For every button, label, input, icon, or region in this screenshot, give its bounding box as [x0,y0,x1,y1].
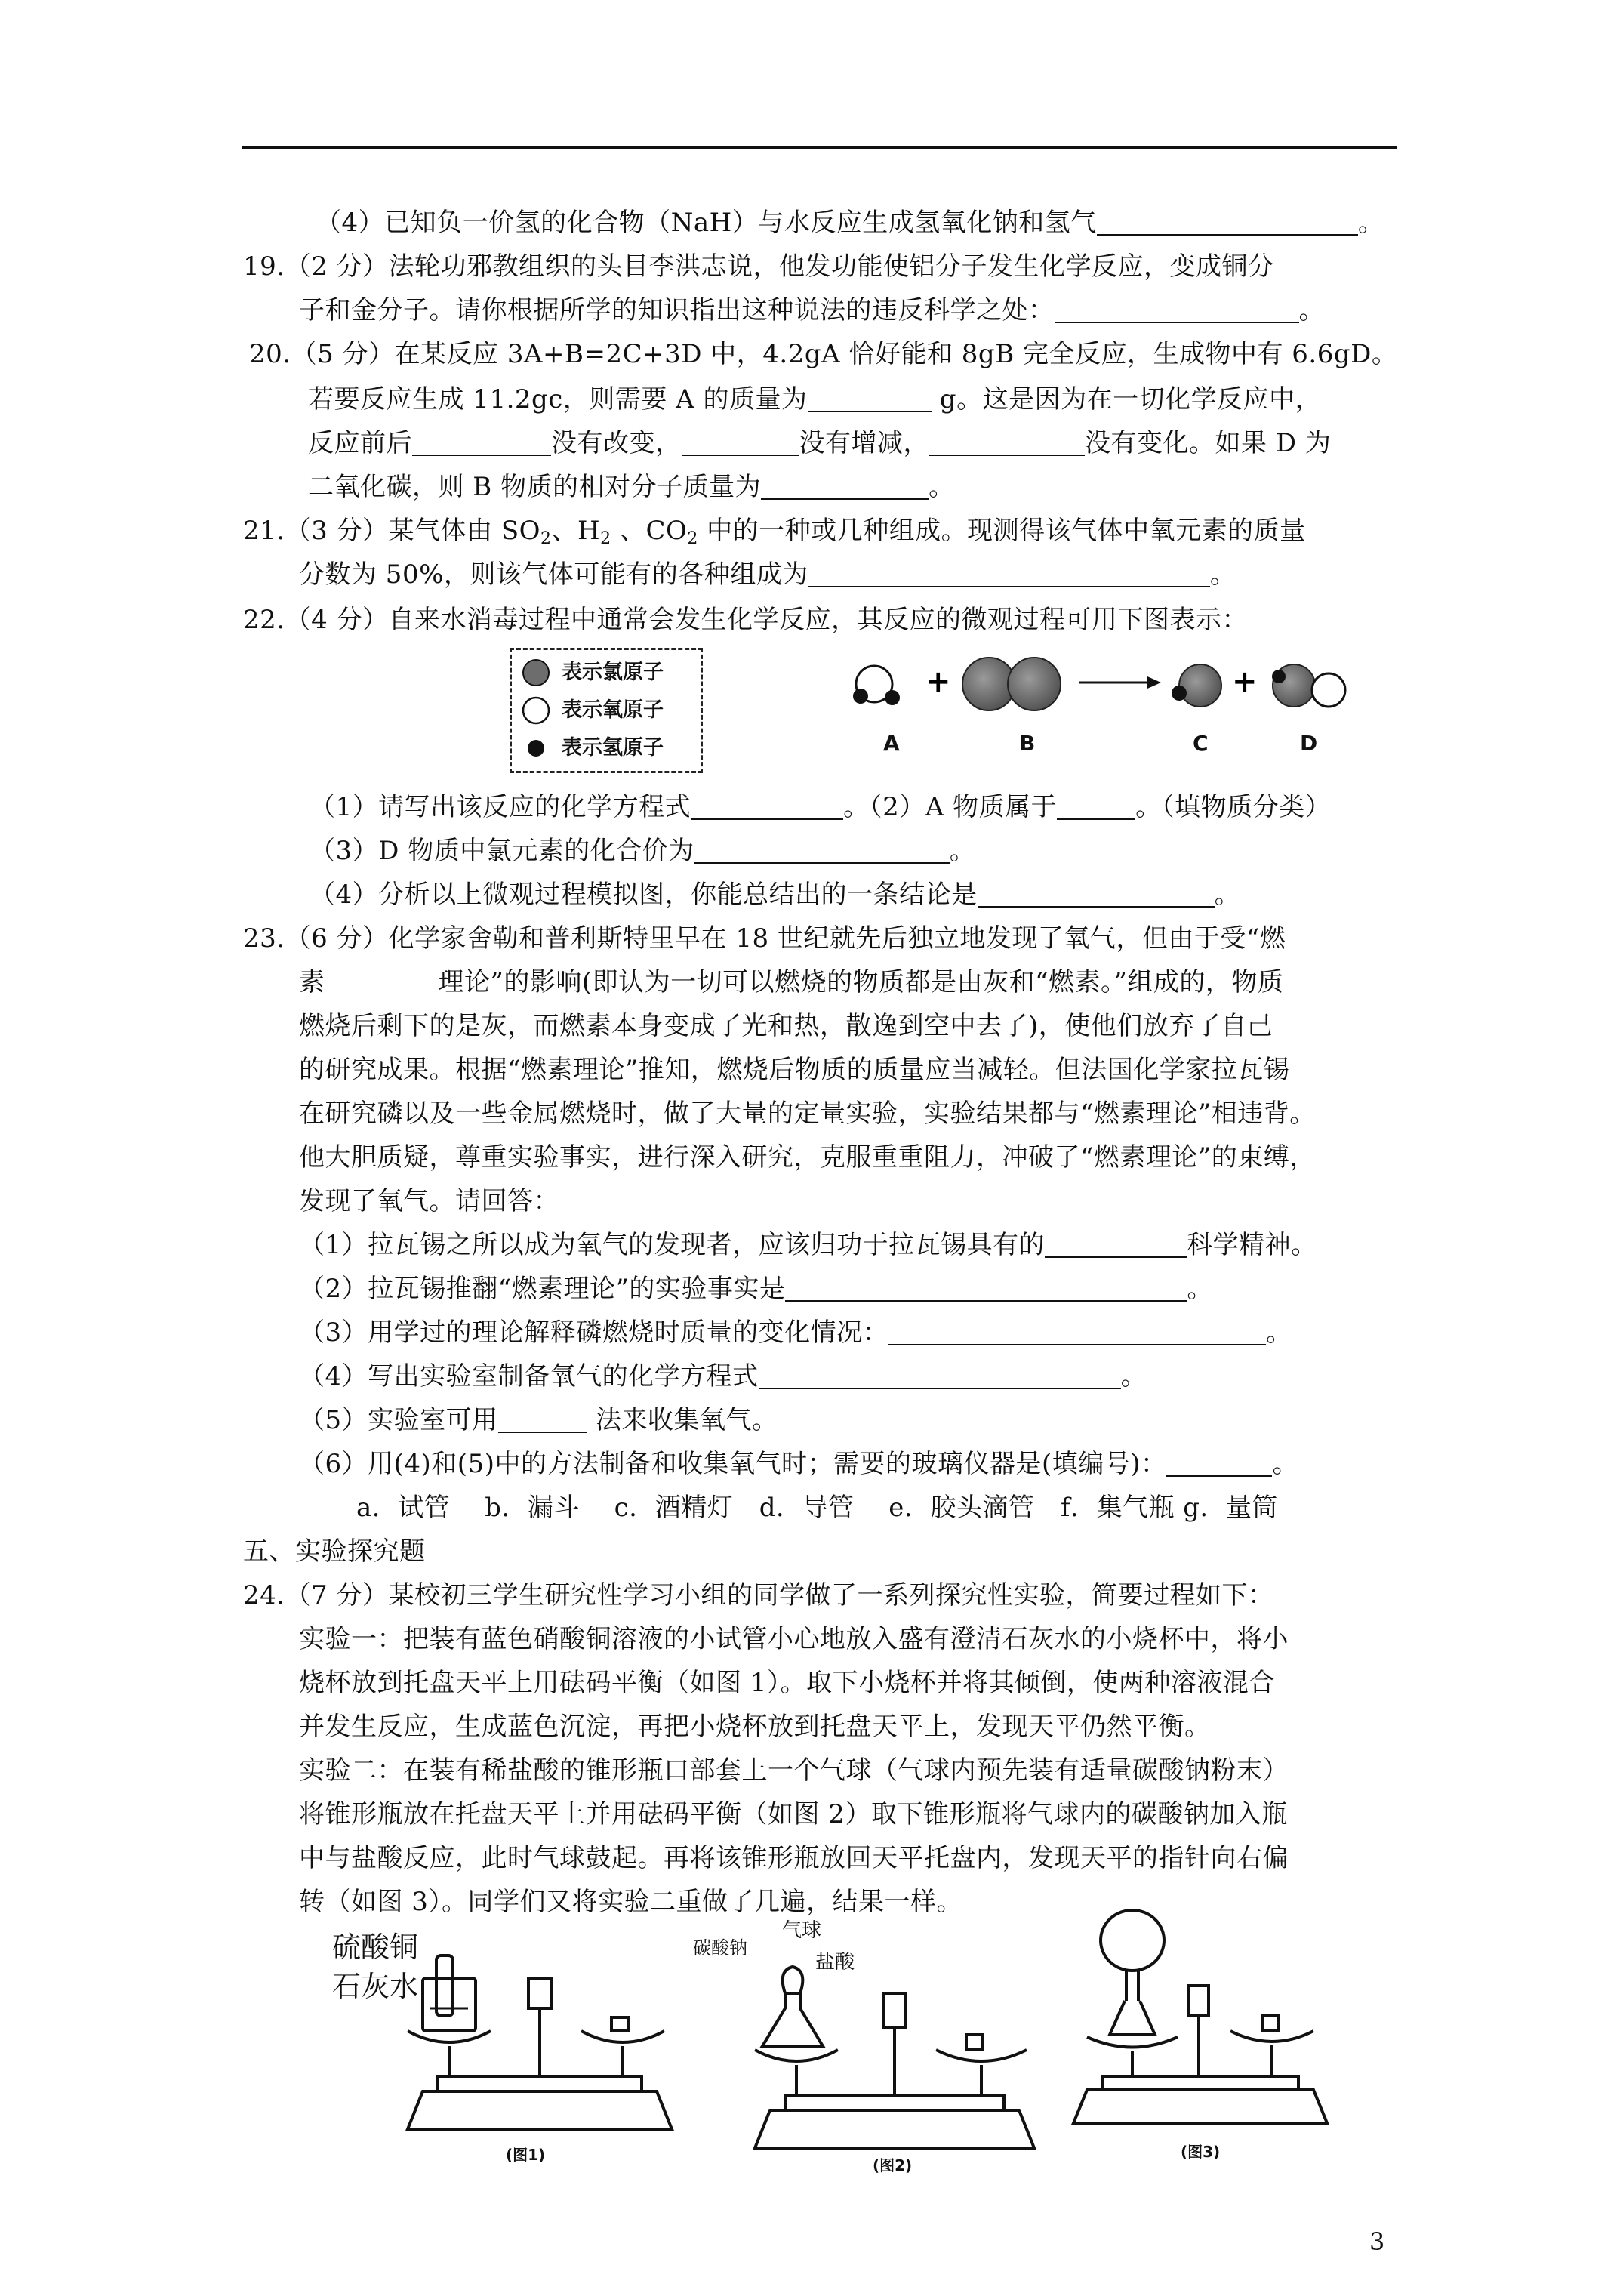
fig2-caption: (图2) [873,2156,913,2174]
q24-line2: 实验一：把装有蓝色硝酸铜溶液的小试管小心地放入盛有澄清石灰水的小烧杯中，将小 [299,1624,1289,1654]
plus-sign: + [925,664,951,699]
fig3-caption: (图3) [1181,2143,1221,2161]
figure-2-balance [740,1948,1057,2167]
section-title: 五、实验探究题 [243,1536,426,1567]
molecule-label-d: D [1300,731,1318,756]
legend-hydrogen: 表示氢原子 [562,736,664,760]
q19-line2: 子和金分子。请你根据所学的知识指出这种说法的违反科学之处： 。 [299,295,1325,325]
plus-sign: + [1232,664,1258,699]
molecule-c-hcl [1172,664,1221,707]
answer-blank[interactable] [412,429,551,456]
q24-line4: 并发生反应，生成蓝色沉淀，再把小烧杯放到托盘天平上，发现天平仍然平衡。 [299,1712,1211,1742]
q23-line2: 素 理论”的影响(即认为一切可以燃烧的物质都是由灰和“燃素。”组成的，物质 [299,967,1284,997]
fig2-label-sodium-carbonate: 碳酸钠 [693,1937,747,1959]
chlorine-atom-icon [523,660,549,686]
reaction-arrow [1079,676,1161,689]
answer-blank[interactable] [1097,208,1358,236]
legend-icons [521,658,551,763]
answer-blank[interactable] [1055,296,1299,323]
legend-chlorine: 表示氯原子 [562,661,664,684]
answer-blank[interactable] [759,1362,1121,1389]
answer-blank[interactable] [1166,1450,1272,1477]
answer-blank[interactable] [978,880,1215,908]
q23-line5: 在研究磷以及一些金属燃烧时，做了大量的定量实验，实验结果都与“燃素理论”相违背。 [299,1099,1316,1129]
q23-options: a．试管 b．漏斗 c．酒精灯 d．导管 e．胶头滴管 f．集气瓶 g．量筒 [356,1493,1279,1523]
q20-line1: 20.（5 分）在某反应 3A+B=2C+3D 中，4.2gA 恰好能和 8gB 完全反应，生成物中有 6.6gD。 [249,339,1398,369]
molecule-a-water [853,666,900,705]
q24-line1: 24.（7 分）某校初三学生研究性学习小组的同学做了一系列探究性实验，简要过程如下： [243,1580,1274,1610]
answer-blank[interactable] [682,429,799,456]
q22-line1: 22.（4 分）自来水消毒过程中通常会发生化学反应，其反应的微观过程可用下图表示： [243,605,1249,635]
fig1-caption: (图1) [506,2146,546,2164]
answer-blank[interactable] [808,560,1210,587]
q24-line6: 将锥形瓶放在托盘天平上并用砝码平衡（如图 2）取下锥形瓶将气球内的碳酸钠加入瓶 [299,1799,1288,1829]
q23-line4: 的研究成果。根据“燃素理论”推知，燃烧后物质的质量应当减轻。但法国化学家拉瓦锡 [299,1055,1290,1085]
q23-line6: 他大胆质疑，尊重实验事实，进行深入研究，克服重重阻力，冲破了“燃素理论”的束缚， [299,1142,1316,1173]
q24-line7: 中与盐酸反应，此时气球鼓起。再将该锥形瓶放回天平托盘内，发现天平的指针向右偏 [299,1843,1289,1873]
fig1-label-copper-sulfate: 硫酸铜 [332,1931,419,1964]
q23-sub4: （4）写出实验室制备氧气的化学方程式 。 [299,1361,1147,1391]
q20-line2: 若要反应生成 11.2gc，则需要 A 的质量为 g。这是因为在一切化学反应中， [308,384,1322,415]
molecule-b-chlorine [962,658,1061,710]
q23-sub5: （5）实验室可用 法来收集氧气。 [299,1405,778,1435]
answer-blank[interactable] [694,837,950,864]
q23-sub2: （2）拉瓦锡推翻“燃素理论”的实验事实是 。 [299,1274,1213,1304]
answer-blank[interactable] [498,1406,587,1433]
answer-blank[interactable] [1057,793,1135,820]
figure-1-balance [393,1933,694,2152]
answer-blank[interactable] [785,1274,1187,1302]
answer-blank[interactable] [808,385,932,412]
q24-line8: 转（如图 3）。同学们又将实验二重做了几遍，结果一样。 [299,1887,962,1917]
fig1-label-limewater: 石灰水 [332,1970,419,2003]
q22-sub1: （1）请写出该反应的化学方程式 。（2）A 物质属于 。（填物质分类） [310,792,1332,822]
q23-line1: 23.（6 分）化学家舍勒和普利斯特里早在 18 世纪就先后独立地发现了氧气，但由于受“燃 [243,923,1286,954]
molecule-d-hclo [1272,664,1345,707]
answer-blank[interactable] [929,429,1085,456]
answer-blank[interactable] [1045,1231,1187,1258]
molecule-label-a: A [883,731,900,756]
q19-line1: 19.（2 分）法轮功邪教组织的头目李洪志说，他发功能使铝分子发生化学反应，变成铜分 [243,251,1274,282]
figure-3-balance [1057,1903,1344,2144]
answer-blank[interactable] [691,793,843,820]
header-rule [242,146,1397,149]
hydrogen-atom-icon [528,740,544,757]
page-number: 3 [1369,2227,1385,2256]
q22-sub4: （4）分析以上微观过程模拟图，你能总结出的一条结论是 。 [310,880,1241,910]
q22-sub3: （3）D 物质中氯元素的化合价为 。 [310,836,976,866]
answer-blank[interactable] [761,473,929,500]
answer-blank[interactable] [888,1318,1266,1345]
fig2-label-balloon: 气球 [782,1919,822,1942]
q20-line4: 二氧化碳，则 B 物质的相对分子质量为 。 [308,472,955,502]
legend-oxygen: 表示氧原子 [562,698,664,722]
q23-sub3: （3）用学过的理论解释磷燃烧时质量的变化情况： 。 [299,1318,1292,1348]
q21-line1: 21.（3 分）某气体由 $SO_2$、$H_2$ 、$CO_2$ 中的一种或几种组成。现测得该气体中氧元素的质量 [243,516,1306,548]
q23-line7: 发现了氧气。请回答： [299,1186,559,1216]
q23-sub6: （6）用(4)和(5)中的方法制备和收集氧气时；需要的玻璃仪器是(填编号)： 。 [299,1449,1298,1479]
oxygen-atom-icon [523,698,549,723]
q23-line3: 燃烧后剩下的是灰，而燃素本身变成了光和热，散逸到空中去了)，使他们放弃了自己 [299,1011,1273,1041]
q23-sub1: （1）拉瓦锡之所以成为氧气的发现者，应该归功于拉瓦锡具有的 科学精神。 [299,1230,1317,1260]
molecule-label-c: C [1193,731,1209,756]
molecule-label-b: B [1019,731,1036,756]
atom-legend [510,648,703,773]
q20-line3: 反应前后 没有改变， 没有增减， 没有变化。如果 D 为 [308,428,1332,458]
fig2-label-hydrochloric-acid: 盐酸 [815,1951,855,1974]
q24-line5: 实验二：在装有稀盐酸的锥形瓶口部套上一个气球（气球内预先装有适量碳酸钠粉末） [299,1755,1289,1786]
reaction-diagram [845,646,1374,744]
q24-line3: 烧杯放到托盘天平上用砝码平衡（如图 1）。取下小烧杯并将其倾倒，使两种溶液混合 [299,1668,1275,1698]
q18-part4: （4）已知负一价氢的化合物（NaH）与水反应生成氢氧化钠和氢气 。 [316,208,1384,238]
q21-line2: 分数为 50%，则该气体可能有的各种组成为 。 [299,559,1236,590]
